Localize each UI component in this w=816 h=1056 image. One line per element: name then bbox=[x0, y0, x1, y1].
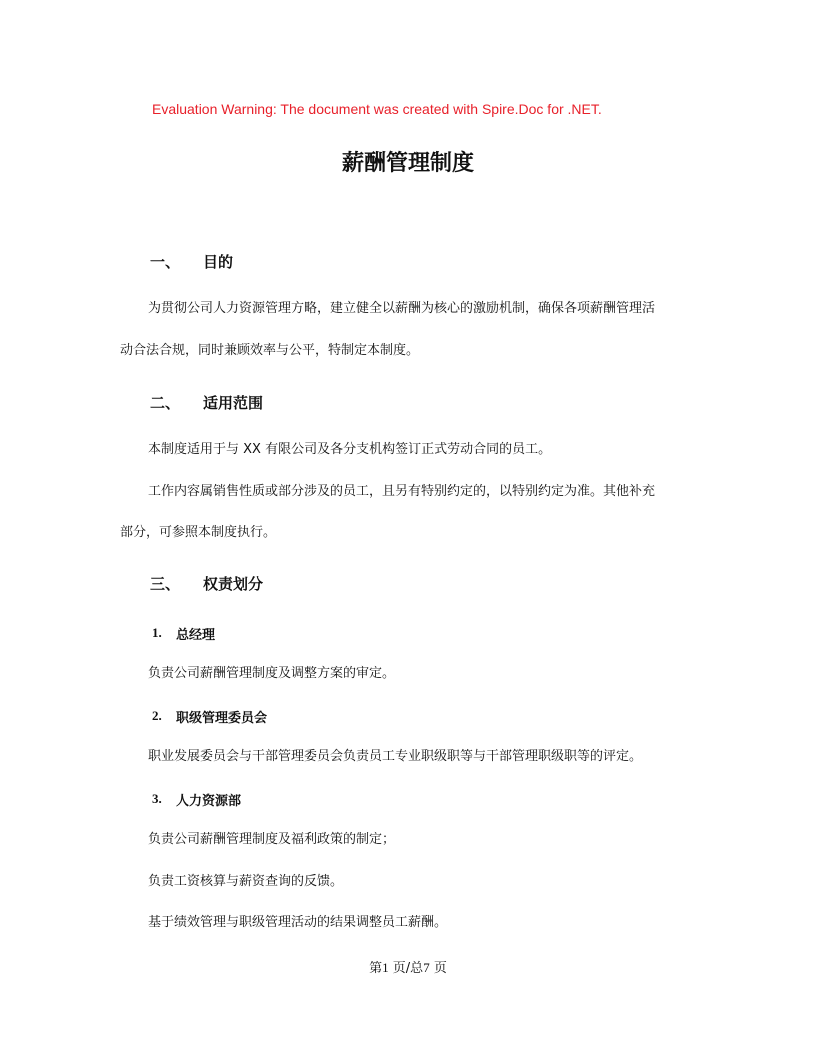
section-1-paragraph-line-2: 动合法合规，同时兼顾效率与公平，特制定本制度。 bbox=[120, 343, 420, 358]
section-2-paragraph-2-line-1: 工作内容属销售性质或部分涉及的员工，且另有特别约定的，以特别约定为准。其他补充 bbox=[148, 484, 656, 499]
document-title: 薪酬管理制度 bbox=[341, 151, 474, 176]
subsection-2-title: 职级管理委员会 bbox=[176, 711, 268, 726]
footer-total-pages: 7 bbox=[423, 960, 430, 975]
subsection-1-title: 总经理 bbox=[176, 628, 216, 643]
subsection-1-line-1: 负责公司薪酬管理制度及调整方案的审定。 bbox=[148, 666, 396, 681]
section-3-number: 三、 bbox=[150, 575, 181, 593]
section-3-title: 权责划分 bbox=[203, 575, 264, 593]
subsection-1-number: 1. bbox=[152, 625, 162, 640]
section-1-number: 一、 bbox=[150, 253, 181, 271]
page-footer bbox=[0, 957, 816, 976]
section-1-paragraph-line-1: 为贯彻公司人力资源管理方略，建立健全以薪酬为核心的激励机制，确保各项薪酬管理活 bbox=[148, 301, 656, 316]
subsection-2-line-1: 职业发展委员会与干部管理委员会负责员工专业职级职等与干部管理职级职等的评定。 bbox=[148, 749, 643, 764]
footer-suffix: 页 bbox=[429, 961, 447, 976]
section-2-number: 二、 bbox=[150, 394, 181, 412]
subsection-3-line-2: 负责工资核算与薪资查询的反馈。 bbox=[148, 874, 344, 889]
subsection-3-line-1: 负责公司薪酬管理制度及福利政策的制定； bbox=[148, 832, 396, 847]
section-1-title: 目的 bbox=[203, 253, 234, 271]
footer-middle: 页/总 bbox=[388, 961, 424, 976]
subsection-3-title: 人力资源部 bbox=[176, 794, 242, 809]
section-2-paragraph-2-line-2: 部分，可参照本制度执行。 bbox=[120, 525, 277, 540]
subsection-3-line-3: 基于绩效管理与职级管理活动的结果调整员工薪酬。 bbox=[148, 915, 448, 930]
subsection-3-number: 3. bbox=[152, 791, 162, 806]
evaluation-warning: Evaluation Warning: The document was created with Spire.Doc for .NET. bbox=[152, 101, 602, 117]
subsection-2-number: 2. bbox=[152, 708, 162, 723]
section-2-title: 适用范围 bbox=[203, 394, 264, 412]
section-2-paragraph-1: 本制度适用于与 XX 有限公司及各分支机构签订正式劳动合同的员工。 bbox=[148, 442, 552, 457]
footer-page-number: 1 bbox=[382, 960, 389, 975]
footer-prefix: 第 bbox=[369, 961, 383, 976]
